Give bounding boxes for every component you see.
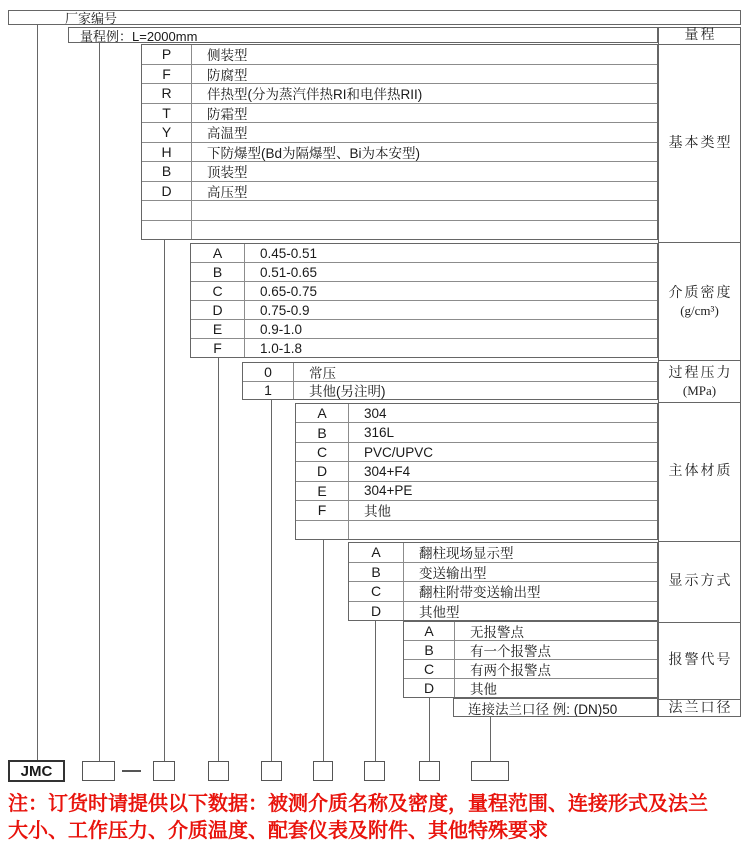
category-label: 基本类型 — [668, 135, 733, 151]
table-row — [142, 220, 657, 240]
category-cell-flange — [659, 699, 740, 718]
table-row — [191, 338, 657, 357]
table-row — [349, 581, 657, 601]
category-cell-display — [659, 541, 740, 622]
row-code: D — [191, 301, 245, 319]
category-label: 显示方式 — [668, 574, 733, 589]
row-desc: 其他(另注明) — [309, 384, 386, 399]
category-unit: (g/cm³) — [680, 302, 719, 318]
category-label-column — [658, 27, 741, 717]
row-desc: 防腐型 — [207, 67, 248, 83]
table-row — [191, 281, 657, 300]
category-unit: (MPa) — [682, 382, 717, 398]
category-label: 报警代号 — [668, 653, 733, 668]
table-row — [142, 83, 657, 103]
row-code: T — [142, 104, 192, 123]
code-box-alarm — [419, 761, 440, 781]
flange-size-text: 连接法兰口径 例: (DN)50 — [468, 701, 618, 716]
table-row — [191, 244, 657, 262]
row-desc: 0.65-0.75 — [260, 283, 318, 299]
row-desc: 翻柱附带变送输出型 — [419, 585, 541, 601]
row-desc: 304+F4 — [364, 463, 411, 479]
code-box-pressure — [261, 761, 282, 781]
row-code: F — [191, 339, 245, 357]
density-table — [190, 243, 658, 358]
connector-line-display — [375, 621, 376, 761]
material-table — [295, 403, 658, 540]
row-code: D — [349, 602, 404, 621]
table-row — [243, 363, 657, 381]
row-desc — [192, 201, 657, 220]
table-row — [142, 45, 657, 64]
row-desc: 其他 — [364, 504, 391, 520]
row-code: E — [296, 482, 349, 500]
table-row — [296, 442, 657, 461]
row-desc: 304+PE — [364, 483, 413, 499]
table-row — [142, 181, 657, 201]
table-row — [404, 659, 657, 678]
row-desc: 高温型 — [207, 126, 248, 142]
table-row — [454, 699, 657, 716]
row-desc: PVC/UPVC — [364, 444, 434, 460]
code-box-flange — [471, 761, 509, 781]
row-code: B — [404, 641, 455, 659]
row-desc: 316L — [364, 425, 395, 441]
code-box-material — [313, 761, 333, 781]
order-note-line2: 大小、工作压力、介质温度、配套仪表及附件、其他特殊要求 — [8, 820, 548, 842]
row-desc: 304 — [364, 405, 387, 421]
table-row — [296, 422, 657, 441]
category-cell-range — [659, 28, 740, 44]
row-desc: 其他型 — [419, 604, 460, 620]
row-code: 0 — [243, 363, 294, 381]
row-code: B — [296, 423, 349, 441]
row-desc: 变送输出型 — [419, 565, 487, 581]
basic-type-table — [141, 44, 658, 240]
category-label: 介质密度 — [668, 285, 733, 301]
table-row — [243, 381, 657, 400]
flange-size-row — [453, 698, 658, 717]
table-row — [296, 481, 657, 500]
row-desc: 侧装型 — [207, 48, 248, 64]
row-code — [142, 201, 192, 220]
code-box-basic-type — [153, 761, 175, 781]
table-row — [142, 142, 657, 162]
category-cell-alarm — [659, 622, 740, 699]
manufacturer-number-row — [8, 10, 741, 25]
table-row — [349, 601, 657, 621]
category-cell-pressure — [659, 360, 740, 402]
row-desc: 常压 — [309, 365, 336, 381]
row-code: P — [142, 45, 192, 64]
row-desc: 有一个报警点 — [470, 644, 551, 659]
connector-line-density — [218, 358, 219, 761]
row-code: D — [142, 182, 192, 201]
row-desc: 0.45-0.51 — [260, 245, 318, 261]
table-row — [404, 678, 657, 697]
table-row — [404, 622, 657, 640]
row-code: H — [142, 143, 192, 162]
row-code: A — [404, 622, 455, 640]
row-desc: 0.75-0.9 — [260, 302, 310, 318]
order-note — [8, 791, 750, 845]
row-code: B — [349, 563, 404, 582]
row-desc — [349, 521, 657, 539]
table-row — [191, 319, 657, 338]
table-row — [142, 122, 657, 142]
row-desc: 1.0-1.8 — [260, 340, 303, 356]
category-label: 过程压力 — [668, 365, 733, 381]
dash-separator — [122, 770, 141, 772]
row-desc: 无报警点 — [470, 625, 524, 640]
row-code: C — [349, 582, 404, 601]
code-box-density — [208, 761, 229, 781]
category-label: 主体材质 — [668, 464, 733, 479]
row-code: D — [404, 679, 455, 697]
order-note-line1: 注：订货时请提供以下数据：被测介质名称及密度，量程范围、连接形式及法兰 — [8, 793, 708, 815]
jmc-prefix-label: JMC — [20, 762, 53, 780]
range-example-row — [68, 27, 658, 43]
connector-line-manufacturer — [37, 24, 38, 761]
category-cell-material — [659, 402, 740, 541]
row-code: F — [142, 65, 192, 84]
row-code — [296, 521, 349, 539]
row-code: C — [404, 660, 455, 678]
row-code: E — [191, 320, 245, 338]
row-code: C — [191, 282, 245, 300]
row-code: C — [296, 443, 349, 461]
row-code: B — [191, 263, 245, 281]
row-code: B — [142, 162, 192, 181]
row-desc — [192, 221, 657, 240]
connector-line-flange — [490, 717, 491, 761]
row-desc: 顶装型 — [207, 165, 248, 181]
table-row — [296, 500, 657, 519]
category-label: 法兰口径 — [668, 701, 733, 716]
category-cell-basic-type — [659, 44, 740, 242]
table-row — [191, 300, 657, 319]
code-box-range — [82, 761, 115, 781]
display-mode-table — [348, 542, 658, 621]
row-desc: 下防爆型(Bd为隔爆型、Bi为本安型) — [207, 145, 421, 161]
table-row — [349, 562, 657, 582]
connector-line-range — [99, 43, 100, 761]
table-row — [142, 200, 657, 220]
pressure-table — [242, 362, 658, 400]
row-code: 1 — [243, 382, 294, 400]
table-row — [404, 640, 657, 659]
connector-line-material — [323, 540, 324, 761]
row-code: Y — [142, 123, 192, 142]
table-row — [349, 543, 657, 562]
row-code — [142, 221, 192, 240]
range-example-text: 量程例：L=2000mm — [80, 28, 198, 44]
row-desc: 其他 — [470, 682, 497, 697]
row-code: F — [296, 501, 349, 519]
alarm-code-table — [403, 621, 658, 698]
category-label: 量程 — [684, 28, 717, 43]
table-row — [296, 461, 657, 480]
table-row — [296, 520, 657, 539]
row-desc: 有两个报警点 — [470, 663, 551, 678]
connector-line-pressure — [271, 400, 272, 761]
row-desc: 翻柱现场显示型 — [419, 546, 514, 562]
row-code: A — [191, 244, 245, 262]
table-row — [142, 161, 657, 181]
row-desc: 伴热型(分为蒸汽伴热RI和电伴热RII) — [207, 87, 423, 103]
row-desc: 防霜型 — [207, 106, 248, 122]
row-desc: 高压型 — [207, 184, 248, 200]
row-code: D — [296, 462, 349, 480]
connector-line-basic-type — [164, 240, 165, 761]
table-row — [191, 262, 657, 281]
connector-line-alarm — [429, 698, 430, 761]
manufacturer-number-label: 厂家编号 — [65, 11, 118, 26]
table-row — [296, 404, 657, 422]
jmc-prefix-box — [8, 760, 65, 782]
row-code: R — [142, 84, 192, 103]
row-desc: 0.51-0.65 — [260, 264, 318, 280]
row-code: A — [349, 543, 404, 562]
category-cell-density — [659, 242, 740, 360]
code-box-display — [364, 761, 385, 781]
row-desc: 0.9-1.0 — [260, 321, 303, 337]
row-code: A — [296, 404, 349, 422]
table-row — [142, 64, 657, 84]
table-row — [142, 103, 657, 123]
